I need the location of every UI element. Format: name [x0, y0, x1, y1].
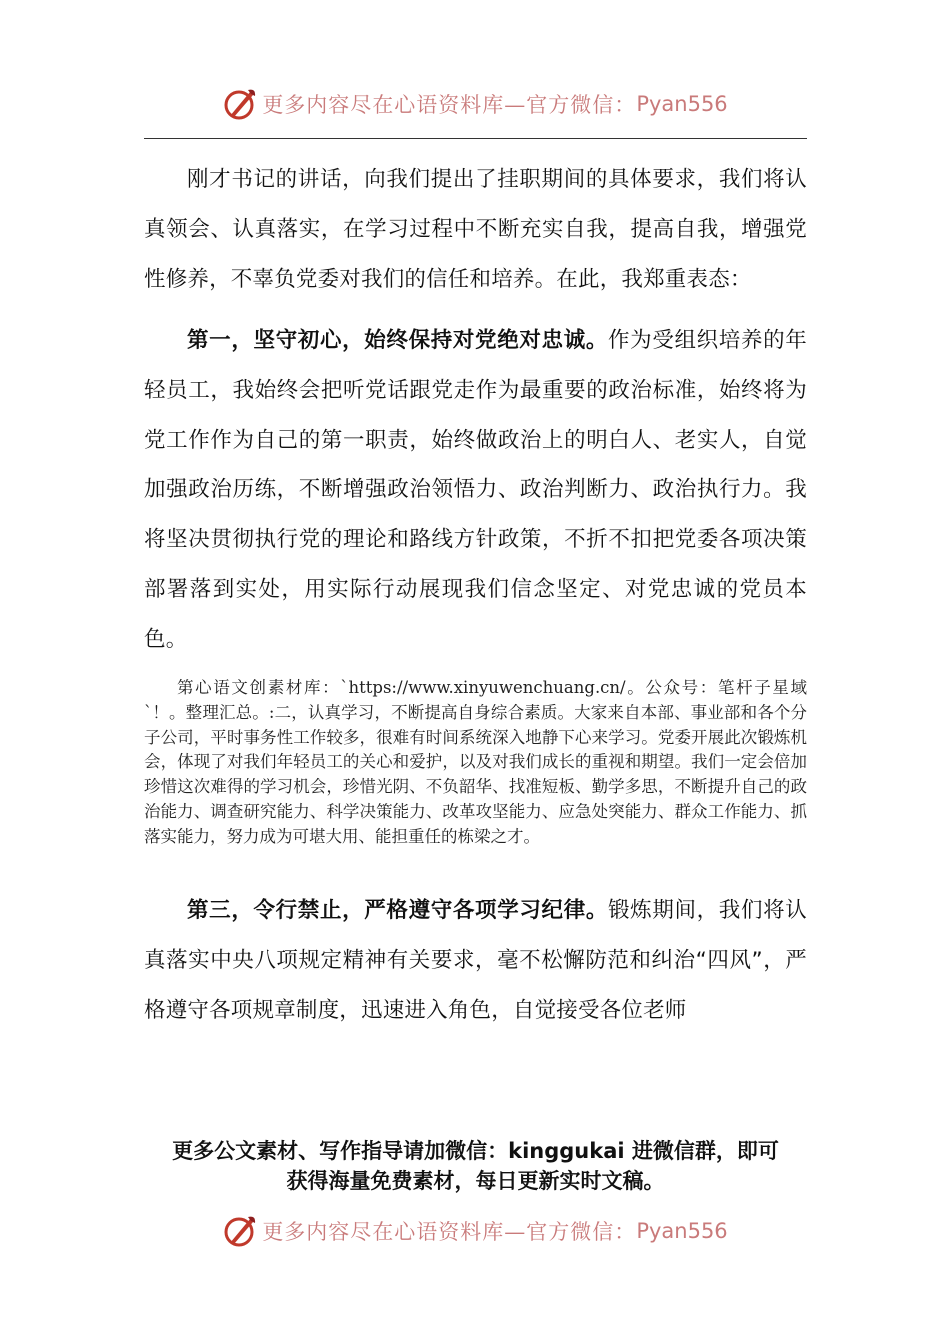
header-banner-wechat-id: Pyan556	[636, 92, 728, 116]
footer-banner-text: 更多内容尽在心语资料库—官方微信：	[262, 1220, 637, 1244]
header-banner	[0, 84, 950, 124]
promo-line-2: 获得海量免费素材，每日更新实时文稿。	[286, 1169, 665, 1193]
third-point-block	[144, 886, 807, 1035]
first-point-block	[144, 316, 807, 665]
header-banner-text: 更多内容尽在心语资料库—官方微信：	[262, 93, 637, 117]
second-point-block	[144, 676, 807, 850]
third-point-body: 锻炼期间，我们将认真落实中央八项规定精神有关要求，毫不松懈防范和纠治“四风”，严格遵守各项规章制度，迅速进入角色，自觉接受各位老师	[144, 898, 807, 1023]
first-point-paragraph	[144, 316, 807, 665]
third-point-paragraph	[144, 886, 807, 1035]
first-point-heading: 第一，坚守初心，始终保持对党绝对忠诚。	[187, 328, 609, 353]
header-divider	[144, 138, 807, 139]
footer-banner	[0, 1211, 950, 1251]
second-point-paragraph: 第心语文创素材库：`https://www.xinyuwenchuang.cn/。公众号：笔杆子星域`！。整理汇总。:二，认真学习，不断提高自身综合素质。大家来自本部、事业部和各个分子公司，平时事务性工作较多，很难有时间系统深入地静下心来学习。党委开展此次锻炼机会，体现了对我们年轻员工的关心和爱护，以及对我们成长的重视和期望。我们一定会倍加珍惜这次难得的学习机会，珍惜光阴、不负韶华、找准短板、勤学多思，不断提升自己的政治能力、调查研究能力、科学决策能力、改革攻坚能力、应急处突能力、群众工作能力、抓落实能力，努力成为可堪大用、能担重任的栋梁之才。	[144, 678, 807, 846]
promo-block	[144, 1136, 807, 1196]
quill-logo-icon	[222, 1213, 258, 1249]
intro-paragraph: 刚才书记的讲话，向我们提出了挂职期间的具体要求，我们将认真领会、认真落实，在学习过程中不断充实自我，提高自我，增强党性修养，不辜负党委对我们的信任和培养。在此，我郑重表态：	[144, 167, 807, 292]
third-point-heading: 第三，令行禁止，严格遵守各项学习纪律。	[187, 898, 609, 923]
promo-line-1: 更多公文素材、写作指导请加微信：kinggukai 进微信群，即可	[172, 1139, 779, 1163]
intro-paragraph-block	[144, 155, 807, 304]
first-point-body: 作为受组织培养的年轻员工，我始终会把听党话跟党走作为最重要的政治标准，始终将为党工作作为自己的第一职责，始终做政治上的明白人、老实人，自觉加强政治历练，不断增强政治领悟力、政治判断力、政治执行力。我将坚决贯彻执行党的理论和路线方针政策，不折不扣把党委各项决策部署落到实处，用实际行动展现我们信念坚定、对党忠诚的党员本色。	[144, 328, 807, 652]
footer-banner-wechat-id: Pyan556	[636, 1219, 728, 1243]
quill-logo-icon	[222, 86, 258, 122]
